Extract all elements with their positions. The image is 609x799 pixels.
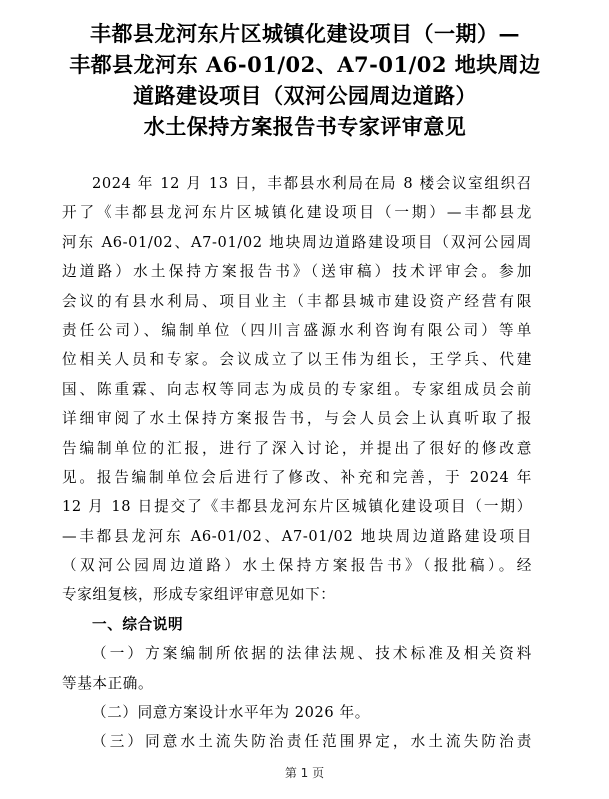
paragraph-line: 国、陈重霖、向志权等同志为成员的专家组。专家组成员会前 — [62, 380, 532, 398]
paragraph-line: —丰都县龙河东 A6-01/02、A7-01/02 地块周边道路建设项目 — [62, 527, 532, 545]
paragraph-line: 专家组复核，形成专家组评审意见如下： — [62, 586, 336, 604]
paragraph-line: 责任公司）、编制单位（四川言盛源水利咨询有限公司）等单 — [62, 321, 532, 339]
title-line-3: 道路建设项目（双河公园周边道路） — [133, 83, 477, 108]
paragraph-line: 详细审阅了水土保持方案报告书，与会人员会上认真听取了报 — [62, 410, 532, 428]
document-title — [40, 18, 570, 142]
paragraph-line: 见。报告编制单位会后进行了修改、补充和完善，于 2024 年 — [62, 468, 532, 486]
item-1-line-1: （一）方案编制所依据的法律法规、技术标准及相关资料 — [92, 645, 532, 663]
item-2: （二）同意方案设计水平年为 2026 年。 — [92, 704, 370, 722]
paragraph-line: 河东 A6-01/02、A7-01/02 地块周边道路建设项目（双河公园周 — [62, 233, 532, 251]
paragraph-line: （双河公园周边道路）水土保持方案报告书》（报批稿）。经 — [62, 557, 532, 575]
paragraph-line: 12 月 18 日提交了《丰都县龙河东片区城镇化建设项目（一期） — [62, 498, 532, 516]
document-body — [62, 169, 532, 757]
title-line-2: 丰都县龙河东 A6-01/02、A7-01/02 地块周边 — [69, 52, 541, 77]
title-line-1: 丰都县龙河东片区城镇化建设项目（一期）— — [90, 21, 520, 46]
title-line-4: 水土保持方案报告书专家评审意见 — [143, 114, 467, 139]
paragraph-line: 开了《丰都县龙河东片区城镇化建设项目（一期）—丰都县龙 — [62, 204, 532, 222]
paragraph-line: 边道路）水土保持方案报告书》（送审稿）技术评审会。参加 — [62, 263, 532, 281]
paragraph-line: 2024 年 12 月 13 日，丰都县水利局在局 8 楼会议室组织召 — [92, 175, 532, 192]
paragraph-line: 会议的有县水利局、项目业主（丰都县城市建设资产经营有限 — [62, 292, 532, 310]
item-1-line-2: 等基本正确。 — [62, 674, 154, 692]
page-number: 第 1 页 — [284, 766, 325, 780]
paragraph-line: 告编制单位的汇报，进行了深入讨论，并提出了很好的修改意 — [62, 439, 532, 457]
section-heading: 一、综合说明 — [92, 615, 184, 633]
paragraph-line: 位相关人员和专家。会议成立了以王伟为组长，王学兵、代建 — [62, 351, 532, 369]
item-3-line-1: （三）同意水土流失防治责任范围界定，水土流失防治责 — [92, 733, 532, 751]
